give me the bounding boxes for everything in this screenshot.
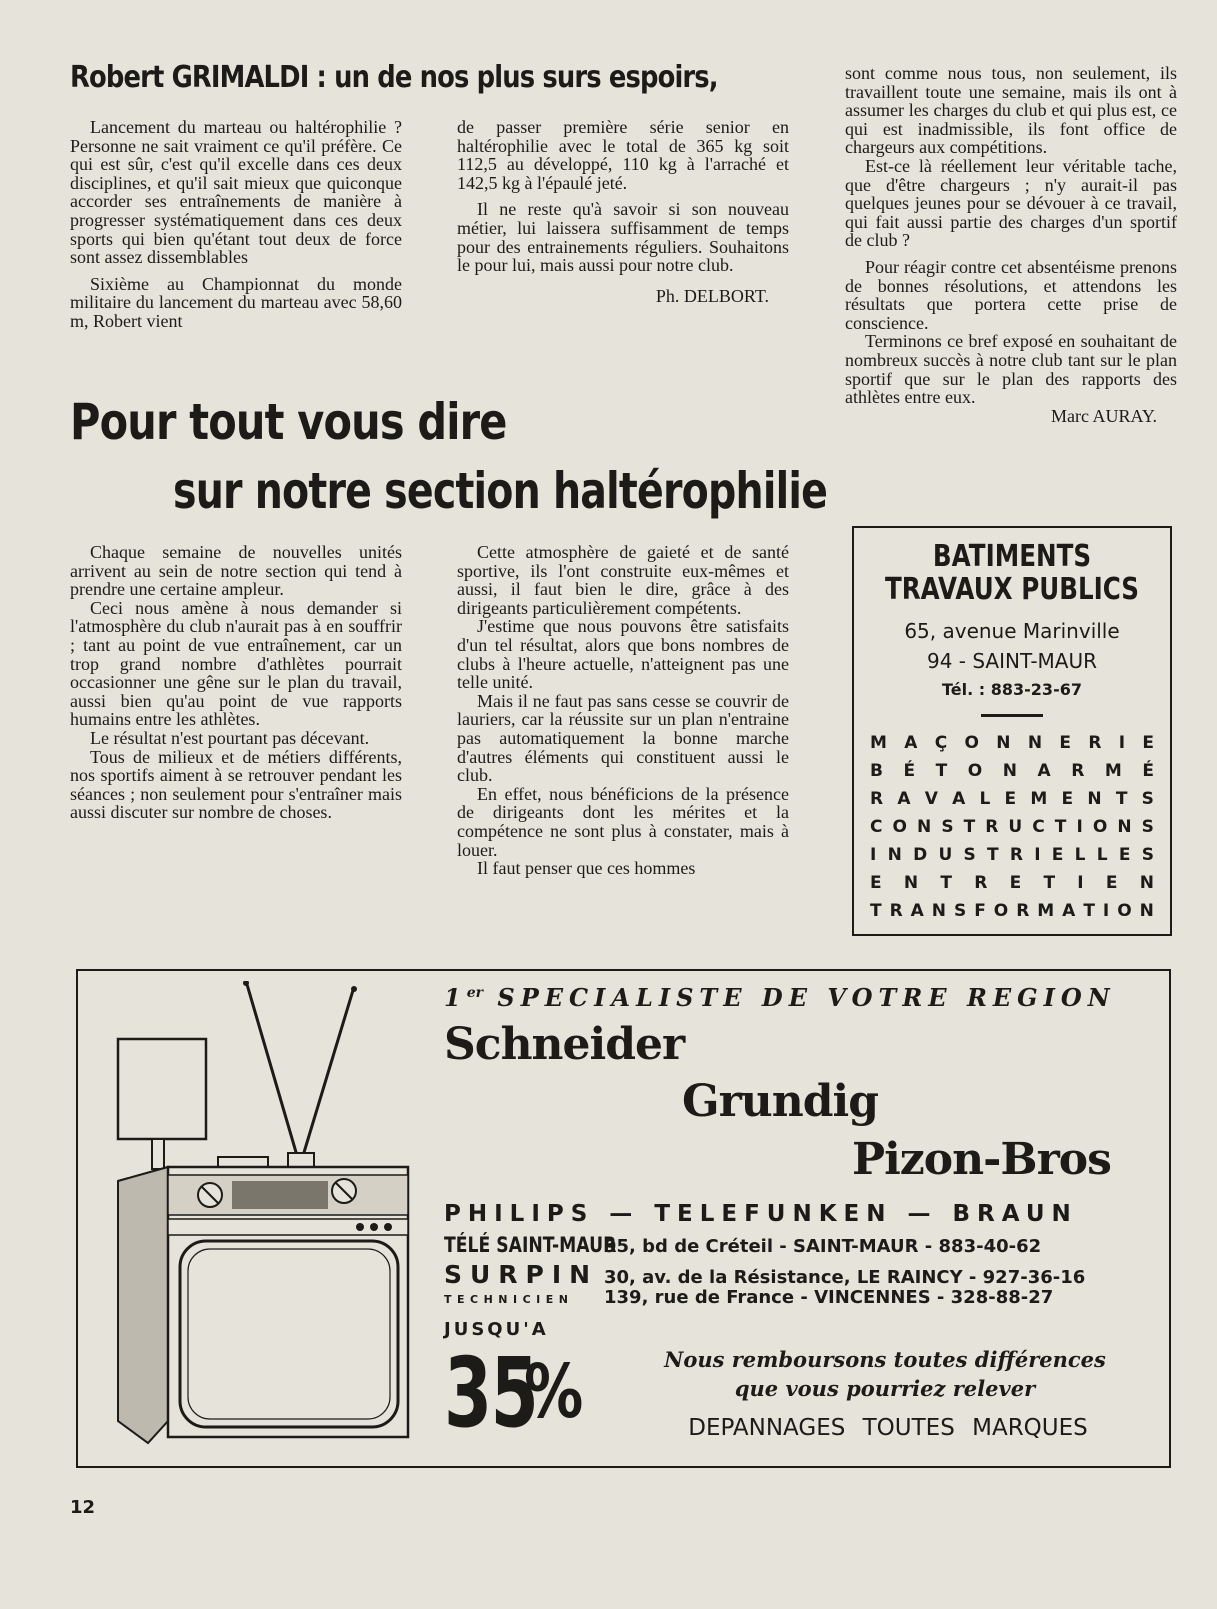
article2-col1-para3: Le résultat n'est pourtant pas décevant.: [90, 727, 370, 748]
shop-surpin: SURPIN: [444, 1260, 599, 1289]
tv-advertisement: [76, 969, 1171, 1468]
address-le-raincy: 30, av. de la Résistance, LE RAINCY - 927-36-16: [604, 1267, 1086, 1288]
btp-title-line1: BATIMENTS: [932, 539, 1092, 574]
upto-label: JUSQU'A: [444, 1319, 549, 1340]
antenna-rod-right: [302, 987, 354, 1159]
btp-service-item: T R A N S F O R M A T I O N: [870, 901, 1154, 921]
tv-screen: [180, 1241, 398, 1427]
article2-col3-para2: Est-ce là réellement leur véritable tache, que d'être chargeurs ; n'y aurait-il pas quelques jeunes pour se dévouer à ce travail, qui fait aussi partie des charges d'un sportif de club ?: [845, 155, 1177, 251]
article1-title: Robert GRIMALDI : un de nos plus surs espoirs,: [70, 60, 718, 95]
article1-col1-para2: Sixième au Championnat du monde militaire du lancement du marteau avec 58,60 m, Robert vient: [70, 273, 402, 331]
btp-divider: [981, 714, 1043, 717]
article2-col3-para3: Pour réagir contre cet absentéisme prenons de bonnes résolutions, et attendons les résultats que portera cette prise de conscience.: [845, 256, 1177, 333]
tagline-text: SPECIALISTE DE VOTRE REGION: [497, 983, 1116, 1012]
article2-col1-para1: Chaque semaine de nouvelles unités arrivent au sein de notre section qui tend à prendre une certaine ampleur.: [70, 542, 402, 600]
btp-service-item: B É T O N A R M É: [870, 761, 1154, 781]
brand-schneider: Schneider: [444, 1019, 685, 1070]
btp-address-city: 94 - SAINT-MAUR: [926, 649, 1098, 673]
article2-col3: [845, 64, 1177, 425]
brands-line: PHILIPS — TELEFUNKEN — BRAUN: [444, 1201, 1078, 1227]
article2-title-line1: Pour tout vous dire: [70, 393, 507, 451]
discount-block: [444, 1337, 584, 1449]
article2-col2-para1: Cette atmosphère de gaieté et de santé sportive, ils l'ont construite eux-mêmes et aussi, il faut bien le dire, grâce à des dirigeants particulièrement compétents.: [457, 542, 789, 618]
shop-tele-saint-maur: TÉLÉ SAINT-MAUR: [444, 1233, 617, 1257]
refund-line2: que vous pourriez relever: [734, 1376, 1036, 1401]
article1-col2-para1: de passer première série senior en haltérophilie avec le total de 365 kg soit 112,5 au développé, 110 kg à l'arraché et 142,5 kg à l'épaulé jeté.: [457, 117, 789, 193]
article2-title-line2: sur notre section haltérophilie: [173, 462, 828, 520]
repairs-line: DEPANNAGES TOUTES MARQUES: [688, 1415, 1088, 1441]
page-number: 12: [70, 1497, 96, 1518]
article2-col1-para4: Tous de milieux et de métiers différents, nos sportifs aiment à se retrouver pendant les séances ; non seulement pour s'entraîner mais aussi discuter sur nombre de choses.: [70, 746, 402, 823]
article2-col1: [70, 543, 402, 822]
btp-services-list: [854, 729, 1170, 925]
brand-pizon-bros: Pizon-Bros: [852, 1134, 1111, 1185]
address-vincennes: 139, rue de France - VINCENNES - 328-88-27: [604, 1287, 1054, 1308]
address-saint-maur: 95, bd de Créteil - SAINT-MAUR - 883-40-62: [604, 1236, 1042, 1257]
shop-list: [444, 1233, 1144, 1314]
television-illustration: [108, 981, 428, 1451]
btp-service-item: E N T R E T I E N: [870, 873, 1154, 893]
article1-col1-para1: Lancement du marteau ou haltérophilie ? Personne ne sait vraiment ce qu'il préfère. Ce qui est sûr, c'est qu'il excelle dans ces deux disciplines, et qu'il sait mieux que quiconque accorder ses entraînements de manière à progresser systématiquement dans ces deux sports qui bien qu'étant tout deux de force sont assez dissemblables: [70, 117, 402, 268]
tagline: [444, 983, 1116, 1012]
article2-col3-para4: Terminons ce bref exposé en souhaitant de nombreux succès à notre club tant sur le plan sportif que sur le plan des rapports des athlètes entre eux.: [845, 331, 1177, 408]
article2-col2-para2: J'estime que nous pouvons être satisfaits d'un tel résultat, alors que bons nombres de clubs à l'heure actuelle, n'atteignent pas une telle unité.: [457, 616, 789, 693]
btp-service-item: C O N S T R U C T I O N S: [870, 817, 1154, 837]
btp-address-street: 65, avenue Marinville: [904, 619, 1120, 643]
brand-grundig: Grundig: [682, 1076, 878, 1127]
article2-signature: Marc AURAY.: [1050, 405, 1157, 426]
btp-advertisement: [852, 526, 1172, 936]
btp-service-item: M A Ç O N N E R I E: [870, 733, 1154, 753]
tagline-number: 1: [444, 983, 467, 1012]
article2-col2: [457, 543, 789, 878]
discount-percent: %: [524, 1349, 584, 1435]
article2-col2-para4: En effet, nous bénéficions de la présence de dirigeants dont les mérites et la compétence ne sont plus à constater, mais à louer.: [457, 783, 789, 860]
tv-speaker-grille: [232, 1181, 328, 1209]
antenna-rod-left: [246, 981, 298, 1159]
article1-col2-para2: Il ne reste qu'à savoir si son nouveau métier, lui laissera suffisamment de temps pour des entrainements réguliers. Souhaitons le pour lui, mais aussi pour notre club.: [457, 199, 789, 276]
btp-service-item: R A V A L E M E N T S: [870, 789, 1154, 809]
discount-value: 35: [444, 1337, 538, 1449]
article2-col2-para3: Mais il ne faut pas sans cesse se couvrir de lauriers, car la réussite sur un plan n'entraine pas automatiquement la bonne marche d'autres éléments qui constituent aussi le club.: [457, 690, 789, 786]
refund-notice: [650, 1345, 1120, 1403]
article2-col2-para5: Il faut penser que ces hommes: [477, 858, 696, 879]
btp-phone: Tél. : 883-23-67: [942, 680, 1082, 699]
tagline-superscript: er: [466, 985, 483, 1001]
article1-col1: [70, 118, 402, 331]
article1-col2: [457, 118, 789, 305]
refund-line1: Nous remboursons toutes différences: [664, 1347, 1106, 1372]
article2-col3-para1: sont comme nous tous, non seulement, ils travaillent toute une semaine, mais ils ont à assumer les charges du club et qui plus est, ce qui est inadmissible, ils font office de chargeurs aux compétitions.: [845, 63, 1177, 158]
uhf-antenna: [118, 1039, 206, 1139]
btp-title-line2: TRAVAUX PUBLICS: [884, 572, 1140, 607]
btp-service-item: I N D U S T R I E L L E S: [870, 845, 1154, 865]
article2-col1-para2: Ceci nous amène à nous demander si l'atmosphère du club n'aurait pas à en souffrir ; tant au point de vue entraînement, car un trop grand nombre d'athlètes pourrait occasionner une gêne sur le plan du travail, aussi bien qu'au point de vue rapports humains entre les athlètes.: [70, 597, 402, 730]
shop-surpin-technicien: TECHNICIEN: [444, 1293, 574, 1306]
article1-signature: Ph. DELBORT.: [655, 285, 769, 306]
